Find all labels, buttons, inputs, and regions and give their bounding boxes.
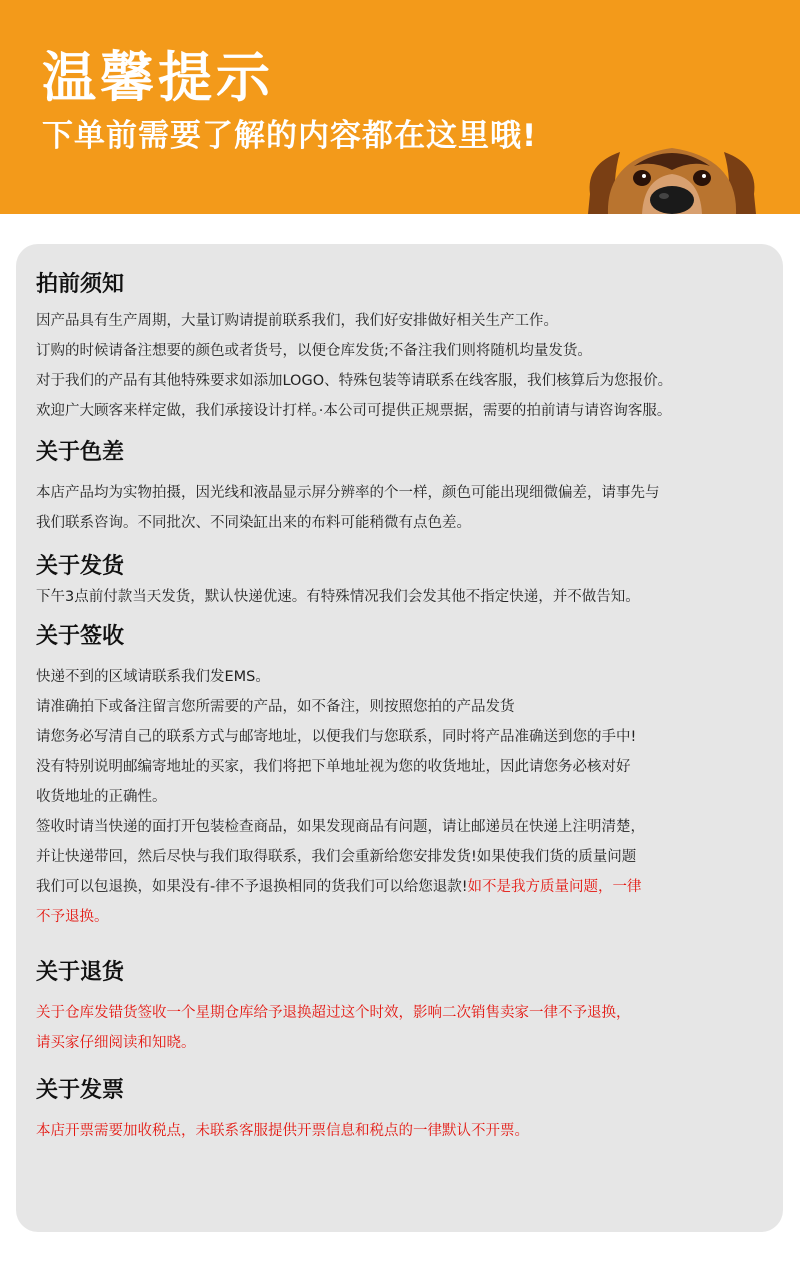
notice-content [36,270,776,1146]
text-line: 本店产品均为实物拍摄，因光线和液晶显示屏分辨率的个一样，颜色可能出现细微偏差，请事先与 [36,485,660,501]
text-line: 因产品具有生产周期，大量订购请提前联系我们，我们好安排做好相关生产工作。 [36,313,558,329]
text-line-mixed [36,872,776,902]
section-shipping [36,552,776,612]
section-title: 关于退货 [36,960,125,985]
section-title: 关于色差 [36,440,125,465]
text-line: 对于我们的产品有其他特殊要求如添加LOGO、特殊包装等请联系在线客服，我们核算后为您报价。 [36,373,673,389]
text-segment: 我们可以包退换，如果没有-律不予退换相同的货我们可以给您退款! [36,879,468,895]
section-paiqian [36,270,776,426]
warning-text: 请买家仔细阅读和知晓。 [36,1035,196,1051]
section-receipt [36,622,776,932]
text-line: 我们联系咨询。不同批次、不同染缸出来的布料可能稍微有点色差。 [36,515,471,531]
banner-subtitle: 下单前需要了解的内容都在这里哦! [42,118,538,154]
section-title: 关于发货 [36,554,125,579]
section-color-difference [36,438,776,538]
text-line: 请您务必写清自己的联系方式与邮寄地址，以便我们与您联系，同时将产品准确送到您的手中! [36,729,637,745]
warning-text: 本店开票需要加收税点，未联系客服提供开票信息和税点的一律默认不开票。 [36,1123,529,1139]
warning-text: 不予退换。 [36,909,109,925]
text-line: 快递不到的区域请联系我们发EMS。 [36,669,270,685]
banner-title: 温馨提示 [42,46,274,109]
text-line: 并让快递带回，然后尽快与我们取得联系，我们会重新给您安排发货!如果使我们货的质量问题 [36,849,637,865]
warning-text: 关于仓库发错货签收一个星期仓库给予退换超过这个时效，影响二次销售卖家一律不予退换， [36,1005,631,1021]
section-returns [36,958,776,1058]
text-line: 下午3点前付款当天发货，默认快递优速。有特殊情况我们会发其他不指定快递，并不做告知。 [36,589,640,605]
text-line: 订购的时候请备注想要的颜色或者货号，以便仓库发货;不备注我们则将随机均量发货。 [36,343,592,359]
text-line: 没有特别说明邮编寄地址的买家，我们将把下单地址视为您的收货地址，因此请您务必核对好 [36,759,631,775]
section-invoice [36,1076,776,1146]
text-line: 收货地址的正确性。 [36,789,167,805]
section-title: 关于签收 [36,624,125,649]
text-line: 欢迎广大顾客来样定做，我们承接设计打样。·本公司可提供正规票据，需要的拍前请与请咨询客服。 [36,403,672,419]
dog-peeking-icon [572,134,772,214]
section-title: 关于发票 [36,1078,125,1103]
header-banner [0,0,800,214]
warning-text: 如不是我方质量问题，一律 [467,879,642,895]
text-line: 请准确拍下或备注留言您所需要的产品，如不备注，则按照您拍的产品发货 [36,699,515,715]
text-line: 签收时请当快递的面打开包装检查商品，如果发现商品有问题，请让邮递员在快递上注明清楚， [36,819,645,835]
section-title: 拍前须知 [36,272,125,297]
